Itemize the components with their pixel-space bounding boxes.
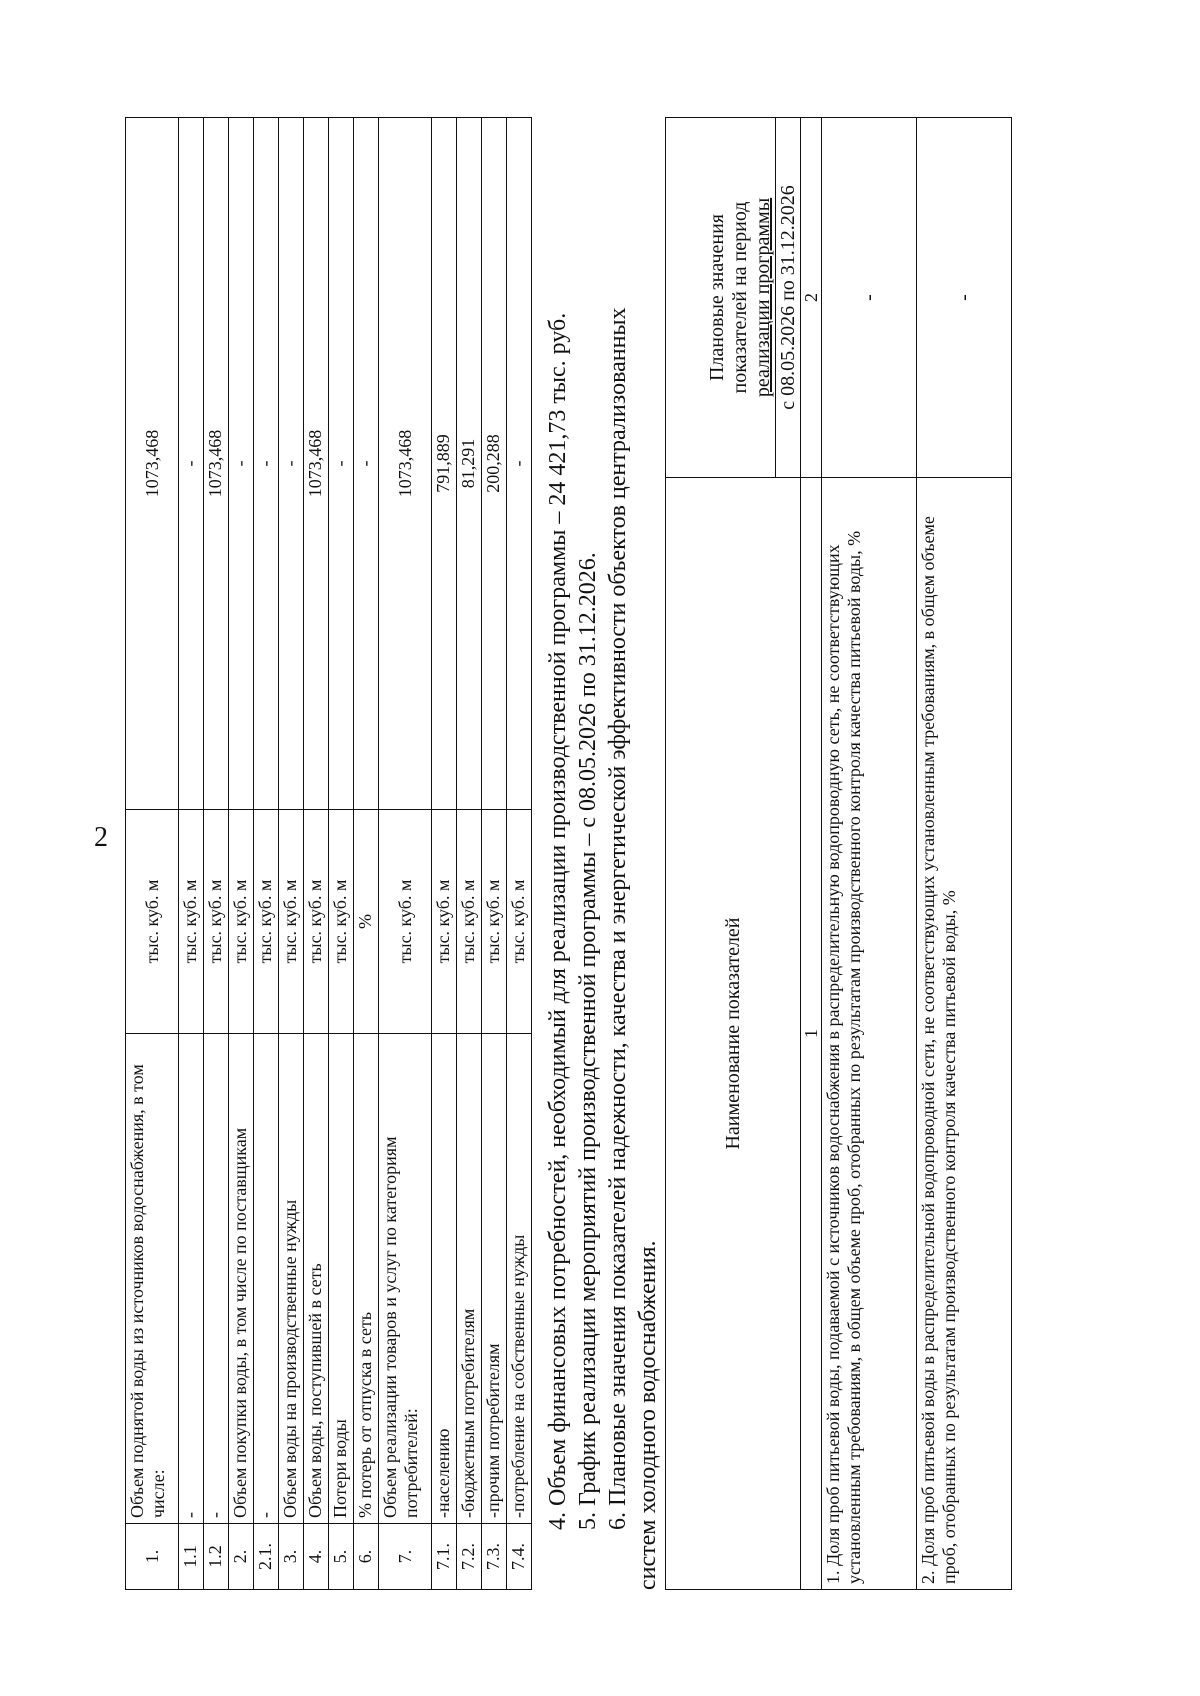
header-plan-line3: реализации программы (752, 197, 774, 398)
row-unit: тыс. куб. м (254, 810, 279, 1034)
row-value: 791,889 (432, 118, 457, 810)
row-number: 4. (304, 1524, 329, 1590)
row-name: Объем воды, поступившей в сеть (304, 1034, 329, 1524)
row-name: -населению (432, 1034, 457, 1524)
row-unit: тыс. куб. м (229, 810, 254, 1034)
indicator-name: 1. Доля проб питьевой воды, подаваемой с источников водоснабжения в распределительную водопроводную сеть, не соответствующих установленным требованиям, в общем объеме проб, отобранных по результатам производственного контроля качества питьевой воды, % (822, 478, 917, 1590)
row-unit: тыс. куб. м (329, 810, 354, 1034)
table-row (254, 118, 279, 1590)
row-number: 7.3. (482, 1524, 507, 1590)
table-row (432, 118, 457, 1590)
table-row (179, 118, 204, 1590)
row-number: 2.1. (254, 1524, 279, 1590)
indicators-table (665, 117, 1012, 1590)
row-value: - (329, 118, 354, 810)
table-row (457, 118, 482, 1590)
header-planned-values (666, 118, 776, 478)
water-volume-table (125, 117, 532, 1590)
table-row (126, 118, 179, 1590)
row-unit: тыс. куб. м (304, 810, 329, 1034)
row-value: - (507, 118, 532, 810)
table-row (507, 118, 532, 1590)
row-value: 81,291 (457, 118, 482, 810)
table-row (204, 118, 229, 1590)
table-row (229, 118, 254, 1590)
row-unit: тыс. куб. м (179, 810, 204, 1034)
row-number: 7.4. (507, 1524, 532, 1590)
row-value: 200,288 (482, 118, 507, 810)
row-value: - (254, 118, 279, 810)
table-row (354, 118, 379, 1590)
paragraph-schedule: 5. График реализации мероприятий производственной программы – с 08.05.2026 по 31.12.2026. (575, 552, 601, 1530)
row-unit: тыс. куб. м (204, 810, 229, 1034)
row-value: 1073,468 (126, 118, 179, 810)
row-unit: тыс. куб. м (432, 810, 457, 1034)
row-name: - (179, 1034, 204, 1524)
table-row (379, 118, 432, 1590)
row-value: - (279, 118, 304, 810)
row-number: 1. (126, 1524, 179, 1590)
row-name: Объем поднятой воды из источников водоснабжения, в том числе: (126, 1034, 179, 1524)
row-name: Объем реализации товаров и услуг по категориям потребителей: (379, 1034, 432, 1524)
row-name: -прочим потребителям (482, 1034, 507, 1524)
row-name: -потребление на собственные нужды (507, 1034, 532, 1524)
row-name: Объем воды на производственные нужды (279, 1034, 304, 1524)
table-row (482, 118, 507, 1590)
row-number: 1.2 (204, 1524, 229, 1590)
row-name: % потерь от отпуска в сеть (354, 1034, 379, 1524)
table-row (917, 118, 1012, 1590)
header-plan-line2: показателей на период (729, 201, 751, 394)
row-unit: тыс. куб. м (126, 810, 179, 1034)
row-name: - (254, 1034, 279, 1524)
row-unit: тыс. куб. м (279, 810, 304, 1034)
row-unit: тыс. куб. м (457, 810, 482, 1034)
row-number: 5. (329, 1524, 354, 1590)
row-name: -бюджетным потребителям (457, 1034, 482, 1524)
row-value: 1073,468 (204, 118, 229, 810)
paragraph-indicators-line1: 6. Плановые значения показателей надежности, качества и энергетической эффективности объектов централизованных (605, 307, 631, 1530)
row-number: 7.1. (432, 1524, 457, 1590)
header-plan-line1: Плановые значения (706, 214, 728, 381)
row-value: 1073,468 (379, 118, 432, 810)
row-unit: тыс. куб. м (507, 810, 532, 1034)
row-name: Потери воды (329, 1034, 354, 1524)
row-value: - (179, 118, 204, 810)
indicator-value: - (917, 118, 1012, 478)
row-number: 6. (354, 1524, 379, 1590)
row-value: 1073,468 (304, 118, 329, 810)
table-row (329, 118, 354, 1590)
page-number: 2 (94, 822, 108, 853)
row-number: 1.1 (179, 1524, 204, 1590)
table-row (279, 118, 304, 1590)
row-number: 3. (279, 1524, 304, 1590)
row-unit: тыс. куб. м (482, 810, 507, 1034)
header-indicator-name: Наименование показателей (666, 478, 801, 1590)
table-row (822, 118, 917, 1590)
row-value: - (229, 118, 254, 810)
table-row (304, 118, 329, 1590)
header-period: с 08.05.2026 по 31.12.2026 (776, 118, 801, 478)
column-index-1: 1 (801, 478, 822, 1590)
row-name: - (204, 1034, 229, 1524)
row-number: 7.2. (457, 1524, 482, 1590)
paragraph-indicators-line2: систем холодного водоснабжения. (635, 1240, 661, 1590)
indicator-name: 2. Доля проб питьевой воды в распределительной водопроводной сети, не соответствующих установленным требованиям, в общем объеме проб, отобранных по результатам производственного контроля качества питьевой воды, % (917, 478, 1012, 1590)
row-value: - (354, 118, 379, 810)
rotated-page-content (125, 90, 1185, 1590)
paragraph-financial-needs: 4. Объем финансовых потребностей, необходимый для реализации производственной программы – 24 421,73 тыс. руб. (545, 312, 571, 1530)
column-index-2: 2 (801, 118, 822, 478)
row-name: Объем покупки воды, в том числе по поставщикам (229, 1034, 254, 1524)
row-number: 2. (229, 1524, 254, 1590)
row-unit: тыс. куб. м (379, 810, 432, 1034)
row-unit: % (354, 810, 379, 1034)
indicator-value: - (822, 118, 917, 478)
row-number: 7. (379, 1524, 432, 1590)
